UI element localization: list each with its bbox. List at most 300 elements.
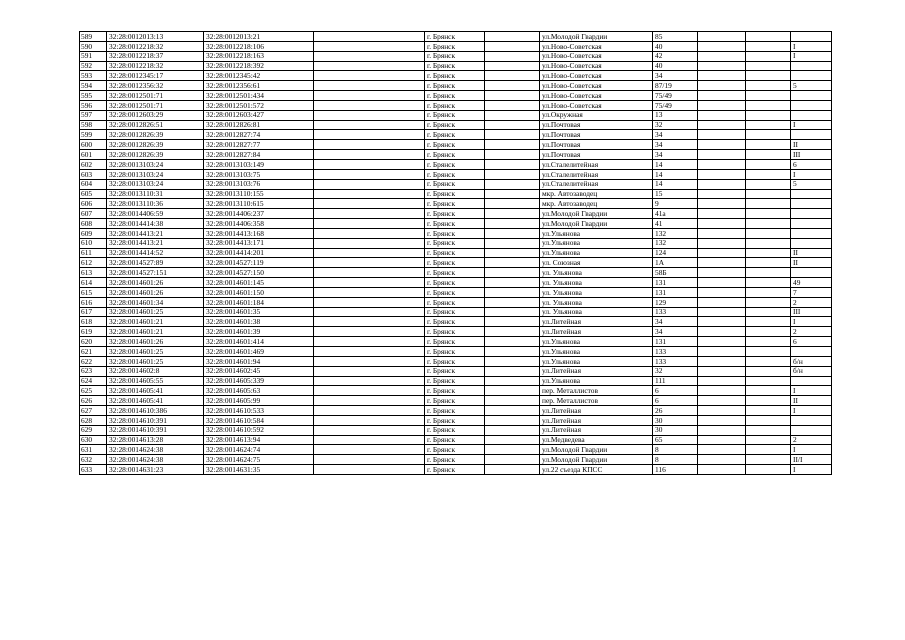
cell-street: ул.Сталелитейная [540, 159, 653, 169]
cell-unit-number: III [791, 307, 832, 317]
cell-unit-number [791, 209, 832, 219]
cell-unit-number: I [791, 406, 832, 416]
cell-empty-column-3 [698, 219, 746, 229]
cell-cadastral-number: 32:28:0014602:45 [204, 366, 314, 376]
cell-cadastral-number: 32:28:0012218:163 [204, 51, 314, 61]
cell-parent-cadastral-number: 32:28:0012218:37 [107, 51, 204, 61]
table-body [80, 32, 832, 475]
cell-empty-column-2 [485, 120, 540, 130]
cell-city: г. Брянск [425, 51, 485, 61]
cell-house-number: 40 [653, 41, 698, 51]
cell-house-number: 132 [653, 238, 698, 248]
cell-street: ул. Ульянова [540, 278, 653, 288]
cell-empty-column-3 [698, 376, 746, 386]
cell-cadastral-number: 32:28:0014601:38 [204, 317, 314, 327]
cell-empty-column [314, 100, 425, 110]
cell-empty-column-2 [485, 159, 540, 169]
cell-unit-number: I [791, 386, 832, 396]
cell-parent-cadastral-number: 32:28:0014414:38 [107, 219, 204, 229]
cell-empty-column-4 [746, 337, 791, 347]
cell-city: г. Брянск [425, 376, 485, 386]
table-row [80, 71, 832, 81]
table-row [80, 258, 832, 268]
cell-empty-column [314, 445, 425, 455]
cell-house-number: 42 [653, 51, 698, 61]
cell-empty-column [314, 396, 425, 406]
cell-street: ул.Почтовая [540, 120, 653, 130]
cell-house-number: 116 [653, 465, 698, 475]
cell-parent-cadastral-number: 32:28:0014605:55 [107, 376, 204, 386]
cell-unit-number: 2 [791, 297, 832, 307]
cell-row-number: 614 [80, 278, 107, 288]
cell-empty-column [314, 297, 425, 307]
cell-cadastral-number: 32:28:0014527:119 [204, 258, 314, 268]
cell-cadastral-number: 32:28:0014601:94 [204, 356, 314, 366]
cell-unit-number [791, 219, 832, 229]
cell-parent-cadastral-number: 32:28:0014605:41 [107, 396, 204, 406]
cell-city: г. Брянск [425, 278, 485, 288]
cell-unit-number: II [791, 396, 832, 406]
cell-empty-column-3 [698, 386, 746, 396]
cell-parent-cadastral-number: 32:28:0012501:71 [107, 91, 204, 101]
cell-house-number: 34 [653, 71, 698, 81]
cell-empty-column [314, 179, 425, 189]
cell-house-number: 8 [653, 455, 698, 465]
cell-empty-column-3 [698, 406, 746, 416]
cell-unit-number [791, 189, 832, 199]
table-row [80, 61, 832, 71]
cell-cadastral-number: 32:28:0014413:168 [204, 228, 314, 238]
cell-city: г. Брянск [425, 465, 485, 475]
cell-city: г. Брянск [425, 189, 485, 199]
cell-empty-column-2 [485, 110, 540, 120]
cell-cadastral-number: 32:28:0014613:94 [204, 435, 314, 445]
cell-house-number: 32 [653, 120, 698, 130]
cell-empty-column-4 [746, 415, 791, 425]
cell-empty-column-2 [485, 455, 540, 465]
cell-unit-number: 6 [791, 159, 832, 169]
cell-empty-column [314, 425, 425, 435]
table-row [80, 297, 832, 307]
cell-street: ул.Ульянова [540, 238, 653, 248]
cell-house-number: 34 [653, 150, 698, 160]
cell-empty-column-2 [485, 248, 540, 258]
cell-cadastral-number: 32:28:0012013:21 [204, 32, 314, 42]
cell-empty-column-4 [746, 159, 791, 169]
table-row [80, 199, 832, 209]
cell-house-number: 26 [653, 406, 698, 416]
cell-empty-column-3 [698, 278, 746, 288]
cell-empty-column-3 [698, 91, 746, 101]
cell-cadastral-number: 32:28:0014605:63 [204, 386, 314, 396]
cell-city: г. Брянск [425, 81, 485, 91]
cell-row-number: 627 [80, 406, 107, 416]
cell-city: г. Брянск [425, 91, 485, 101]
table-row [80, 140, 832, 150]
cell-empty-column-2 [485, 347, 540, 357]
cell-unit-number: 5 [791, 81, 832, 91]
cell-unit-number [791, 71, 832, 81]
cell-empty-column [314, 406, 425, 416]
table-row [80, 386, 832, 396]
cell-empty-column-4 [746, 386, 791, 396]
cell-empty-column-3 [698, 120, 746, 130]
cell-street: ул.Литейная [540, 327, 653, 337]
cell-street: ул.Почтовая [540, 150, 653, 160]
cell-row-number: 606 [80, 199, 107, 209]
cell-empty-column [314, 307, 425, 317]
cell-empty-column [314, 435, 425, 445]
cell-street: ул.Медведева [540, 435, 653, 445]
cell-row-number: 612 [80, 258, 107, 268]
cell-city: г. Брянск [425, 71, 485, 81]
cell-unit-number [791, 268, 832, 278]
cell-parent-cadastral-number: 32:28:0012603:29 [107, 110, 204, 120]
cell-unit-number: 49 [791, 278, 832, 288]
cell-cadastral-number: 32:28:0014610:584 [204, 415, 314, 425]
cell-empty-column-4 [746, 445, 791, 455]
cell-unit-number: 5 [791, 179, 832, 189]
cell-street: ул.Сталелитейная [540, 179, 653, 189]
cell-parent-cadastral-number: 32:28:0014413:21 [107, 228, 204, 238]
cell-parent-cadastral-number: 32:28:0012345:17 [107, 71, 204, 81]
table-row [80, 179, 832, 189]
cell-empty-column [314, 465, 425, 475]
cell-parent-cadastral-number: 32:28:0014601:21 [107, 317, 204, 327]
cell-empty-column-4 [746, 100, 791, 110]
cell-city: г. Брянск [425, 32, 485, 42]
cell-empty-column [314, 61, 425, 71]
cell-cadastral-number: 32:28:0014406:358 [204, 219, 314, 229]
cell-empty-column-2 [485, 465, 540, 475]
table-row [80, 41, 832, 51]
cell-empty-column-2 [485, 376, 540, 386]
cell-house-number: 129 [653, 297, 698, 307]
cell-house-number: 14 [653, 159, 698, 169]
cell-city: г. Брянск [425, 406, 485, 416]
cell-empty-column-3 [698, 150, 746, 160]
cell-empty-column-2 [485, 238, 540, 248]
cell-unit-number [791, 228, 832, 238]
cell-row-number: 593 [80, 71, 107, 81]
cell-house-number: 34 [653, 327, 698, 337]
cell-cadastral-number: 32:28:0014527:150 [204, 268, 314, 278]
cell-empty-column-3 [698, 51, 746, 61]
cell-empty-column [314, 337, 425, 347]
cell-empty-column [314, 199, 425, 209]
cell-parent-cadastral-number: 32:28:0014601:26 [107, 337, 204, 347]
cell-empty-column-2 [485, 41, 540, 51]
cell-row-number: 609 [80, 228, 107, 238]
cell-empty-column-2 [485, 268, 540, 278]
cell-street: пер. Металлистов [540, 396, 653, 406]
cell-parent-cadastral-number: 32:28:0013103:24 [107, 159, 204, 169]
cell-row-number: 626 [80, 396, 107, 406]
table-row [80, 189, 832, 199]
cell-house-number: 40 [653, 61, 698, 71]
cell-house-number: 65 [653, 435, 698, 445]
cell-empty-column-4 [746, 465, 791, 475]
cell-city: г. Брянск [425, 150, 485, 160]
cell-house-number: 30 [653, 415, 698, 425]
cell-house-number: 131 [653, 278, 698, 288]
cell-empty-column-3 [698, 356, 746, 366]
cell-house-number: 133 [653, 307, 698, 317]
cell-empty-column-2 [485, 396, 540, 406]
table-row [80, 435, 832, 445]
cell-city: г. Брянск [425, 297, 485, 307]
cell-empty-column-3 [698, 347, 746, 357]
cell-city: г. Брянск [425, 61, 485, 71]
cell-street: мкр. Автозаводец [540, 189, 653, 199]
cell-empty-column-3 [698, 140, 746, 150]
cell-empty-column [314, 228, 425, 238]
cell-city: г. Брянск [425, 287, 485, 297]
cell-street: ул.Ульянова [540, 347, 653, 357]
cell-row-number: 596 [80, 100, 107, 110]
cell-city: г. Брянск [425, 445, 485, 455]
cell-empty-column-4 [746, 455, 791, 465]
cell-unit-number [791, 61, 832, 71]
cell-cadastral-number: 32:28:0013110:615 [204, 199, 314, 209]
cell-house-number: 85 [653, 32, 698, 42]
cell-empty-column-3 [698, 32, 746, 42]
cell-house-number: 8 [653, 445, 698, 455]
table-row [80, 120, 832, 130]
cell-row-number: 604 [80, 179, 107, 189]
cell-empty-column-3 [698, 81, 746, 91]
table-row [80, 307, 832, 317]
cell-street: ул.Литейная [540, 406, 653, 416]
table-row [80, 396, 832, 406]
cell-street: ул.Ульянова [540, 337, 653, 347]
table-row [80, 425, 832, 435]
cell-city: г. Брянск [425, 219, 485, 229]
cell-empty-column [314, 327, 425, 337]
cell-parent-cadastral-number: 32:28:0014610:386 [107, 406, 204, 416]
cell-street: ул. Союзная [540, 258, 653, 268]
cell-street: пер. Металлистов [540, 386, 653, 396]
land-plots-table [79, 31, 832, 475]
table-row [80, 159, 832, 169]
cell-empty-column-2 [485, 179, 540, 189]
cell-empty-column-4 [746, 435, 791, 445]
table-row [80, 169, 832, 179]
cell-empty-column-4 [746, 396, 791, 406]
cell-house-number: 75/49 [653, 100, 698, 110]
cell-empty-column-2 [485, 386, 540, 396]
cell-cadastral-number: 32:28:0014601:184 [204, 297, 314, 307]
cell-empty-column-4 [746, 61, 791, 71]
cell-street: ул.Литейная [540, 425, 653, 435]
cell-cadastral-number: 32:28:0012826:81 [204, 120, 314, 130]
cell-parent-cadastral-number: 32:28:0014624:38 [107, 455, 204, 465]
cell-empty-column-2 [485, 169, 540, 179]
cell-empty-column-2 [485, 32, 540, 42]
cell-empty-column-4 [746, 81, 791, 91]
cell-unit-number: III [791, 150, 832, 160]
cell-row-number: 605 [80, 189, 107, 199]
cell-empty-column-3 [698, 337, 746, 347]
cell-empty-column-2 [485, 51, 540, 61]
cell-row-number: 618 [80, 317, 107, 327]
cell-house-number: 1А [653, 258, 698, 268]
cell-house-number: 131 [653, 287, 698, 297]
cell-row-number: 608 [80, 219, 107, 229]
cell-empty-column-3 [698, 258, 746, 268]
cell-city: г. Брянск [425, 159, 485, 169]
cell-empty-column [314, 258, 425, 268]
cell-street: ул.Ново-Советская [540, 81, 653, 91]
cell-empty-column-2 [485, 100, 540, 110]
cell-cadastral-number: 32:28:0014601:150 [204, 287, 314, 297]
table-row [80, 356, 832, 366]
cell-cadastral-number: 32:28:0013103:75 [204, 169, 314, 179]
cell-cadastral-number: 32:28:0012603:427 [204, 110, 314, 120]
cell-street: ул.Молодой Гвардии [540, 445, 653, 455]
cell-empty-column [314, 159, 425, 169]
cell-unit-number [791, 425, 832, 435]
cell-cadastral-number: 32:28:0014601:469 [204, 347, 314, 357]
cell-house-number: 32 [653, 366, 698, 376]
cell-empty-column-4 [746, 219, 791, 229]
cell-street: ул.Ульянова [540, 228, 653, 238]
cell-row-number: 613 [80, 268, 107, 278]
cell-street: ул.Окружная [540, 110, 653, 120]
cell-empty-column-2 [485, 337, 540, 347]
cell-house-number: 111 [653, 376, 698, 386]
table-row [80, 238, 832, 248]
cell-row-number: 616 [80, 297, 107, 307]
cell-row-number: 629 [80, 425, 107, 435]
cell-parent-cadastral-number: 32:28:0014601:21 [107, 327, 204, 337]
cell-row-number: 589 [80, 32, 107, 42]
cell-row-number: 632 [80, 455, 107, 465]
cell-cadastral-number: 32:28:0012827:74 [204, 130, 314, 140]
cell-empty-column [314, 376, 425, 386]
cell-city: г. Брянск [425, 415, 485, 425]
cell-empty-column-2 [485, 258, 540, 268]
cell-row-number: 601 [80, 150, 107, 160]
cell-parent-cadastral-number: 32:28:0014601:26 [107, 278, 204, 288]
cell-street: ул.Молодой Гвардии [540, 209, 653, 219]
cell-city: г. Брянск [425, 268, 485, 278]
cell-cadastral-number: 32:28:0014605:339 [204, 376, 314, 386]
cell-parent-cadastral-number: 32:28:0014527:151 [107, 268, 204, 278]
cell-unit-number [791, 415, 832, 425]
cell-cadastral-number: 32:28:0014631:35 [204, 465, 314, 475]
cell-street: ул.Ново-Советская [540, 71, 653, 81]
cell-empty-column-2 [485, 130, 540, 140]
cell-unit-number [791, 347, 832, 357]
cell-parent-cadastral-number: 32:28:0014624:38 [107, 445, 204, 455]
cell-empty-column [314, 169, 425, 179]
cell-cadastral-number: 32:28:0014624:75 [204, 455, 314, 465]
cell-unit-number: 7 [791, 287, 832, 297]
cell-cadastral-number: 32:28:0012501:434 [204, 91, 314, 101]
cell-parent-cadastral-number: 32:28:0012826:39 [107, 140, 204, 150]
cell-cadastral-number: 32:28:0012501:572 [204, 100, 314, 110]
cell-empty-column [314, 209, 425, 219]
cell-city: г. Брянск [425, 396, 485, 406]
cell-city: г. Брянск [425, 199, 485, 209]
cell-empty-column-3 [698, 327, 746, 337]
cell-row-number: 625 [80, 386, 107, 396]
cell-empty-column-3 [698, 110, 746, 120]
cell-cadastral-number: 32:28:0014624:74 [204, 445, 314, 455]
cell-empty-column [314, 130, 425, 140]
cell-empty-column-2 [485, 287, 540, 297]
cell-empty-column-3 [698, 189, 746, 199]
cell-parent-cadastral-number: 32:28:0012218:32 [107, 61, 204, 71]
cell-empty-column-2 [485, 415, 540, 425]
table-row [80, 268, 832, 278]
cell-street: ул.Ульянова [540, 376, 653, 386]
cell-city: г. Брянск [425, 317, 485, 327]
cell-city: г. Брянск [425, 366, 485, 376]
cell-unit-number: 2 [791, 435, 832, 445]
cell-cadastral-number: 32:28:0014601:35 [204, 307, 314, 317]
cell-cadastral-number: 32:28:0014605:99 [204, 396, 314, 406]
cell-row-number: 611 [80, 248, 107, 258]
cell-city: г. Брянск [425, 41, 485, 51]
cell-empty-column-3 [698, 415, 746, 425]
cell-house-number: 34 [653, 140, 698, 150]
cell-city: г. Брянск [425, 100, 485, 110]
cell-empty-column-4 [746, 406, 791, 416]
cell-empty-column-4 [746, 238, 791, 248]
cell-city: г. Брянск [425, 228, 485, 238]
cell-empty-column-4 [746, 169, 791, 179]
cell-empty-column-3 [698, 228, 746, 238]
cell-empty-column-2 [485, 71, 540, 81]
cell-empty-column [314, 356, 425, 366]
cell-row-number: 619 [80, 327, 107, 337]
cell-unit-number [791, 110, 832, 120]
cell-empty-column-2 [485, 356, 540, 366]
cell-city: г. Брянск [425, 337, 485, 347]
cell-house-number: 58Б [653, 268, 698, 278]
cell-unit-number: I [791, 169, 832, 179]
cell-unit-number: II [791, 248, 832, 258]
cell-street: ул.Ульянова [540, 248, 653, 258]
cell-street: ул.Почтовая [540, 140, 653, 150]
cell-street: ул.Ново-Советская [540, 100, 653, 110]
cell-empty-column-4 [746, 347, 791, 357]
cell-unit-number: II [791, 258, 832, 268]
cell-empty-column [314, 150, 425, 160]
cell-cadastral-number: 32:28:0012827:84 [204, 150, 314, 160]
cell-street: ул.Ново-Советская [540, 51, 653, 61]
cell-empty-column-3 [698, 396, 746, 406]
cell-empty-column-4 [746, 425, 791, 435]
cell-empty-column-3 [698, 297, 746, 307]
cell-empty-column-4 [746, 278, 791, 288]
cell-unit-number [791, 91, 832, 101]
cell-empty-column-4 [746, 51, 791, 61]
cell-empty-column-3 [698, 179, 746, 189]
table-row [80, 91, 832, 101]
cell-row-number: 602 [80, 159, 107, 169]
cell-unit-number: I [791, 445, 832, 455]
cell-parent-cadastral-number: 32:28:0014601:25 [107, 347, 204, 357]
cell-street: ул.Ново-Советская [540, 91, 653, 101]
cell-parent-cadastral-number: 32:28:0012013:13 [107, 32, 204, 42]
cell-empty-column-3 [698, 100, 746, 110]
cell-street: ул.Ново-Советская [540, 41, 653, 51]
cell-empty-column [314, 347, 425, 357]
cell-row-number: 623 [80, 366, 107, 376]
